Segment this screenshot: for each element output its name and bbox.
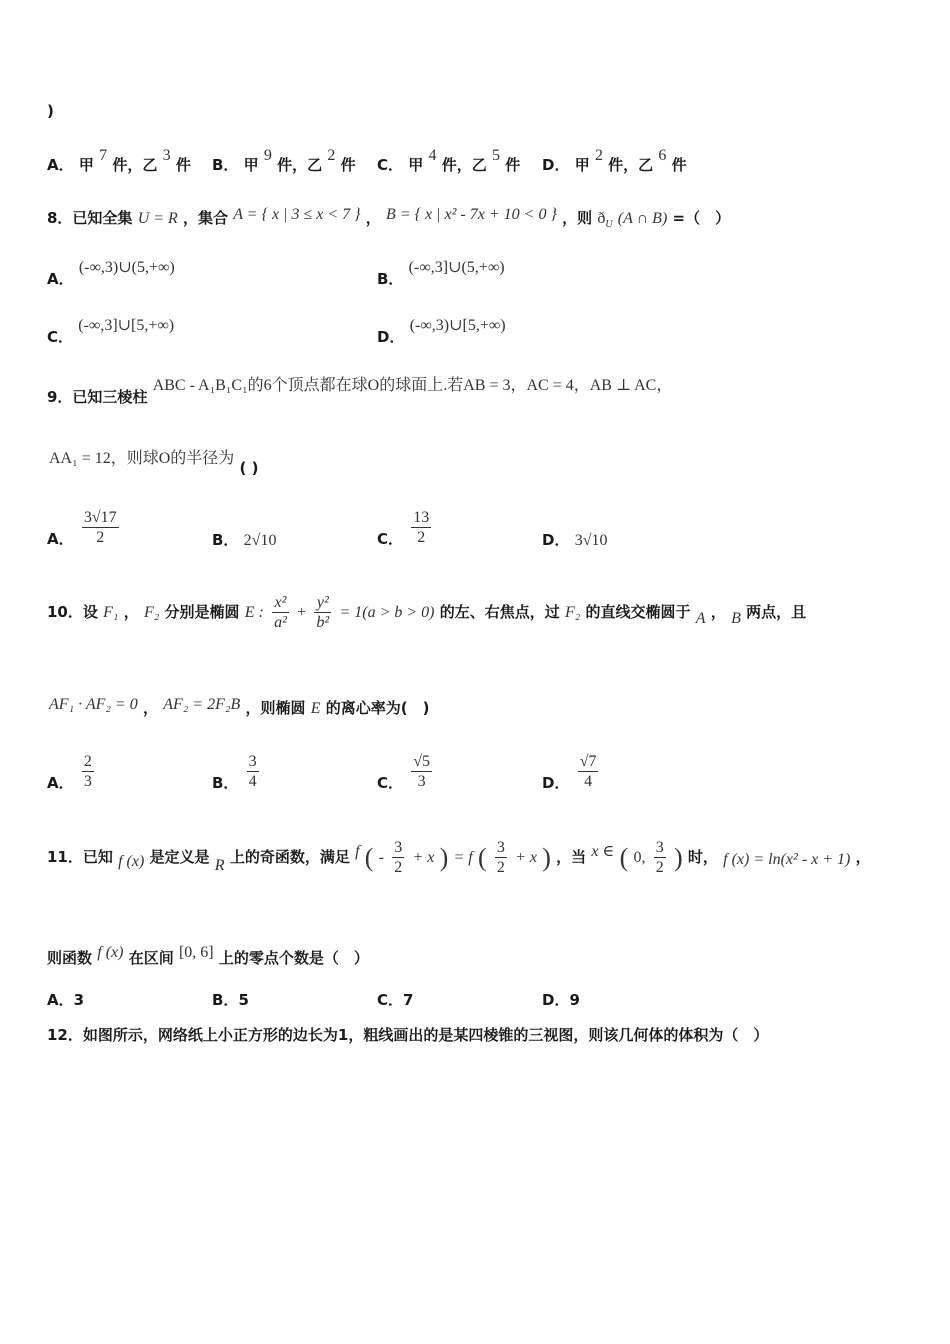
q9-option-b-letter: B． <box>212 531 239 549</box>
q11-interval: [0, 6] <box>178 944 214 961</box>
q10-option-a-num: 2 <box>83 753 92 770</box>
q10-text5: ，则椭圆 <box>245 699 306 717</box>
q7-option-d-num1: 2 <box>594 147 603 164</box>
q10-sep3: ， <box>142 699 158 717</box>
q8-option-c-text: (-∞,3]∪[5,+∞) <box>78 317 175 334</box>
q8-option-b-text: (-∞,3]∪(5,+∞) <box>408 259 505 276</box>
q10-ellipse-post: = 1(a > b > 0) <box>339 604 435 621</box>
q11-zero: 0, <box>633 849 646 866</box>
q11-frac-2-num: 3 <box>496 839 505 856</box>
q9-stem-line1 <box>47 376 672 407</box>
q10-option-d-num: √7 <box>579 753 597 770</box>
q8-option-a-letter: A． <box>47 270 74 288</box>
q10-ellipse-y-frac <box>314 593 331 632</box>
q7-option-c-letter: C． <box>377 156 404 174</box>
q10-f1: F₁ <box>103 604 119 621</box>
q11-r: R <box>214 857 225 874</box>
q10-text4: 两点，且 <box>746 603 807 621</box>
q7-option-a-tail: 件 <box>175 156 191 174</box>
q7-option-b-tail: 件 <box>340 156 356 174</box>
q7-option-a-label2: 件，乙 <box>112 156 158 174</box>
q9-option-c-letter: C． <box>377 530 404 548</box>
q10-option-a-fraction <box>82 752 94 791</box>
q10-option-d-fraction <box>578 752 599 791</box>
q8-set-a: A = { x | 3 ≤ x < 7 } <box>233 206 361 223</box>
q11-open-paren-2: ( <box>477 843 487 872</box>
q9-paren: ( ) <box>239 459 259 477</box>
q11-text2: 上的奇函数，满足 <box>229 848 350 866</box>
q8-set-b: B = { x | x² - 7x + 10 < 0 } <box>386 206 557 223</box>
q10-plus: + <box>297 604 307 621</box>
q10-ellipse-x-num: x² <box>272 593 289 613</box>
q7-option-d-label1: 甲 <box>574 156 590 174</box>
q7-option-b-label1: 甲 <box>243 156 259 174</box>
q9-option-a-fraction <box>82 508 119 547</box>
q10-option-a-den: 3 <box>83 773 92 790</box>
q9-line1: ABC - A₁B₁C₁的6个顶点都在球O的球面上.若AB = 3，AC = 4，AB ⊥ AC， <box>152 377 673 394</box>
q11-frac-3-num: 3 <box>655 839 664 856</box>
q8-tail: =（ ） <box>672 209 731 227</box>
q9-option-a-den: 2 <box>96 529 105 546</box>
q10-text6: 的离心率为( ) <box>325 699 430 717</box>
q11-option-b[interactable] <box>212 990 249 1010</box>
q7-option-c-num1: 4 <box>428 147 437 164</box>
q7-option-d-label2: 件，乙 <box>608 156 654 174</box>
q7-option-b[interactable] <box>212 146 356 175</box>
q11-prefix: 11．已知 <box>47 848 113 866</box>
q7-option-c-label2: 件，乙 <box>441 156 487 174</box>
q9-option-c[interactable] <box>377 508 434 549</box>
q8-option-c[interactable] <box>47 316 174 347</box>
q11-frac-1 <box>392 838 404 877</box>
q10-ellipse-x-frac <box>272 593 289 632</box>
q8-option-d-text: (-∞,3)∪[5,+∞) <box>409 317 506 334</box>
q11-fx3: f (x) <box>97 944 124 961</box>
q11-text3: ，当 <box>556 848 587 866</box>
q11-frac-3 <box>654 838 666 877</box>
q11-open-paren-1: ( <box>364 843 374 872</box>
q9-option-b-text: 2√10 <box>243 532 277 549</box>
q11-plus-x-1: + x <box>412 849 435 866</box>
q10-stem-line2 <box>49 695 429 719</box>
q7-option-a-num2: 3 <box>162 147 171 164</box>
q10-option-d-letter: D． <box>542 774 570 792</box>
q9-line2: AA₁ = 12，则球O的半径为 <box>49 450 235 467</box>
q11-frac-3-den: 2 <box>655 859 664 876</box>
q10-text2: 的左、右焦点，过 <box>439 603 560 621</box>
q11-text4: 时， <box>687 848 718 866</box>
q11-close-paren-1: ) <box>439 843 449 872</box>
q11-text1: 是定义是 <box>149 848 210 866</box>
q11-frac-1-den: 2 <box>394 859 403 876</box>
q9-prefix: 9．已知三棱柱 <box>47 388 148 406</box>
q7-option-a[interactable] <box>47 146 191 175</box>
q11-stem-line1 <box>47 838 871 877</box>
q9-option-c-den: 2 <box>417 529 426 546</box>
q11-option-b-text: 5 <box>238 991 249 1009</box>
q9-option-b[interactable] <box>212 530 276 551</box>
q9-option-c-fraction <box>411 508 431 547</box>
q8-option-d-letter: D． <box>377 328 405 346</box>
q10-option-d-den: 4 <box>584 773 593 790</box>
q11-line2-pre: 则函数 <box>47 949 93 967</box>
q10-option-d[interactable] <box>542 752 601 793</box>
q8-option-a[interactable] <box>47 258 175 289</box>
q11-x-in: x ∈ <box>591 843 615 860</box>
q11-f-left: f <box>355 843 360 860</box>
q7-option-a-num1: 7 <box>99 147 108 164</box>
q10-text3: 的直线交椭圆于 <box>585 603 691 621</box>
q10-mid: 分别是椭圆 <box>164 603 240 621</box>
q11-option-c[interactable] <box>377 990 413 1010</box>
q8-option-b-letter: B． <box>377 270 404 288</box>
q7-option-b-label2: 件，乙 <box>277 156 323 174</box>
q10-stem-line1 <box>47 593 806 632</box>
q7-option-d-letter: D． <box>542 156 570 174</box>
q7-option-c-label1: 甲 <box>408 156 424 174</box>
q11-line2-mid: 在区间 <box>128 949 174 967</box>
q8-prefix: 8．已知全集 <box>47 209 133 227</box>
q8-universe: U = R <box>137 210 178 227</box>
q11-line2-post: 上的零点个数是（ ） <box>218 949 369 967</box>
q8-complement-symbol: ð <box>597 210 606 227</box>
q11-neg: - <box>378 849 384 866</box>
q9-stem-line2 <box>49 448 258 478</box>
q8-option-c-letter: C． <box>47 328 74 346</box>
q10-option-b-den: 4 <box>248 773 257 790</box>
q10-prefix: 10．设 <box>47 603 98 621</box>
q10-e: E <box>310 700 321 717</box>
q9-option-a-letter: A． <box>47 530 74 548</box>
q10-f2b: F₂ <box>564 604 581 621</box>
q7-option-b-num2: 2 <box>327 147 336 164</box>
q10-option-c-den: 3 <box>417 773 426 790</box>
q9-option-d-text: 3√10 <box>574 532 608 549</box>
q10-option-b-fraction <box>247 752 259 791</box>
q11-option-a-letter: A． <box>47 991 74 1009</box>
q8-sep: ， <box>365 209 381 227</box>
q10-option-a[interactable] <box>47 752 97 793</box>
q11-option-d-letter: D． <box>542 991 570 1009</box>
q10-option-c-letter: C． <box>377 774 404 792</box>
q10-ellipse-pre: E : <box>244 604 264 621</box>
q7-option-b-letter: B． <box>212 156 239 174</box>
q9-option-a[interactable] <box>47 508 122 549</box>
q10-option-b-letter: B． <box>212 774 239 792</box>
q11-option-c-text: 7 <box>403 991 414 1009</box>
q9-option-a-num: 3√17 <box>83 509 117 526</box>
q8-option-a-text: (-∞,3)∪(5,+∞) <box>78 259 175 276</box>
q11-fx2: f (x) = ln(x² - x + 1) <box>723 851 851 868</box>
q10-point-a: A <box>695 610 706 627</box>
q10-point-b: B <box>731 610 741 627</box>
q8-complement-sub: U <box>605 219 613 230</box>
q11-frac-2-den: 2 <box>496 859 505 876</box>
q8-set-label: ，集合 <box>183 209 229 227</box>
q10-cond1: AF₁ · AF₂ = 0 <box>49 696 138 713</box>
q7-option-d-tail: 件 <box>671 156 687 174</box>
q10-sep2: ， <box>710 603 726 621</box>
q10-option-b-num: 3 <box>248 753 257 770</box>
q8-option-d[interactable] <box>377 316 506 347</box>
q12-stem: 12．如图所示，网络纸上小正方形的边长为1，粗线画出的是某四棱锥的三视图，则该几何体的体积为（ ） <box>47 1026 769 1044</box>
q11-close-paren-3: ) <box>673 843 683 872</box>
q11-plus-x-2: + x <box>515 849 538 866</box>
q11-option-d-text: 9 <box>569 991 580 1009</box>
q9-option-d[interactable] <box>542 530 607 551</box>
q8-expr: (A ∩ B) <box>617 210 668 227</box>
q10-option-c-num: √5 <box>413 753 431 770</box>
q11-eq: = f <box>453 849 473 866</box>
q10-ellipse-x-den: a² <box>274 614 287 631</box>
q11-frac-2 <box>495 838 507 877</box>
q10-f2: F₂ <box>143 604 160 621</box>
q10-ellipse-y-den: b² <box>316 614 330 631</box>
q7-closing: ) <box>47 102 54 120</box>
q7-option-b-num1: 9 <box>263 147 272 164</box>
q10-cond2: AF₂ = 2F₂B <box>163 696 241 713</box>
q11-frac-1-num: 3 <box>394 839 403 856</box>
q8-then: ，则 <box>562 209 593 227</box>
q7-option-a-letter: A． <box>47 156 74 174</box>
q10-sep1: ， <box>123 603 139 621</box>
q9-option-d-letter: D． <box>542 531 570 549</box>
q7-option-a-label1: 甲 <box>78 156 94 174</box>
q9-option-c-num: 13 <box>413 509 430 526</box>
q8-stem <box>47 205 730 235</box>
q8-option-b[interactable] <box>377 258 505 289</box>
q11-option-b-letter: B． <box>212 991 239 1009</box>
q7-option-c[interactable] <box>377 146 520 175</box>
q11-fx: f (x) <box>118 853 145 870</box>
q10-option-b[interactable] <box>212 752 262 793</box>
q11-stem-line2 <box>47 943 369 968</box>
q7-option-d[interactable] <box>542 146 687 175</box>
q11-comma: ， <box>855 848 871 866</box>
q11-option-c-letter: C． <box>377 991 404 1009</box>
q10-option-c[interactable] <box>377 752 435 793</box>
q7-option-c-num2: 5 <box>491 147 500 164</box>
q7-option-d-num2: 6 <box>658 147 667 164</box>
q10-option-c-fraction <box>411 752 432 791</box>
q11-option-a-text: 3 <box>73 991 85 1009</box>
q7-option-c-tail: 件 <box>505 156 521 174</box>
q11-option-d[interactable] <box>542 990 580 1010</box>
q11-open-paren-3: ( <box>619 843 629 872</box>
q11-close-paren-2: ) <box>542 843 551 872</box>
q10-ellipse-y-num: y² <box>314 593 331 613</box>
q10-option-a-letter: A． <box>47 774 74 792</box>
q11-option-a[interactable] <box>47 990 84 1010</box>
